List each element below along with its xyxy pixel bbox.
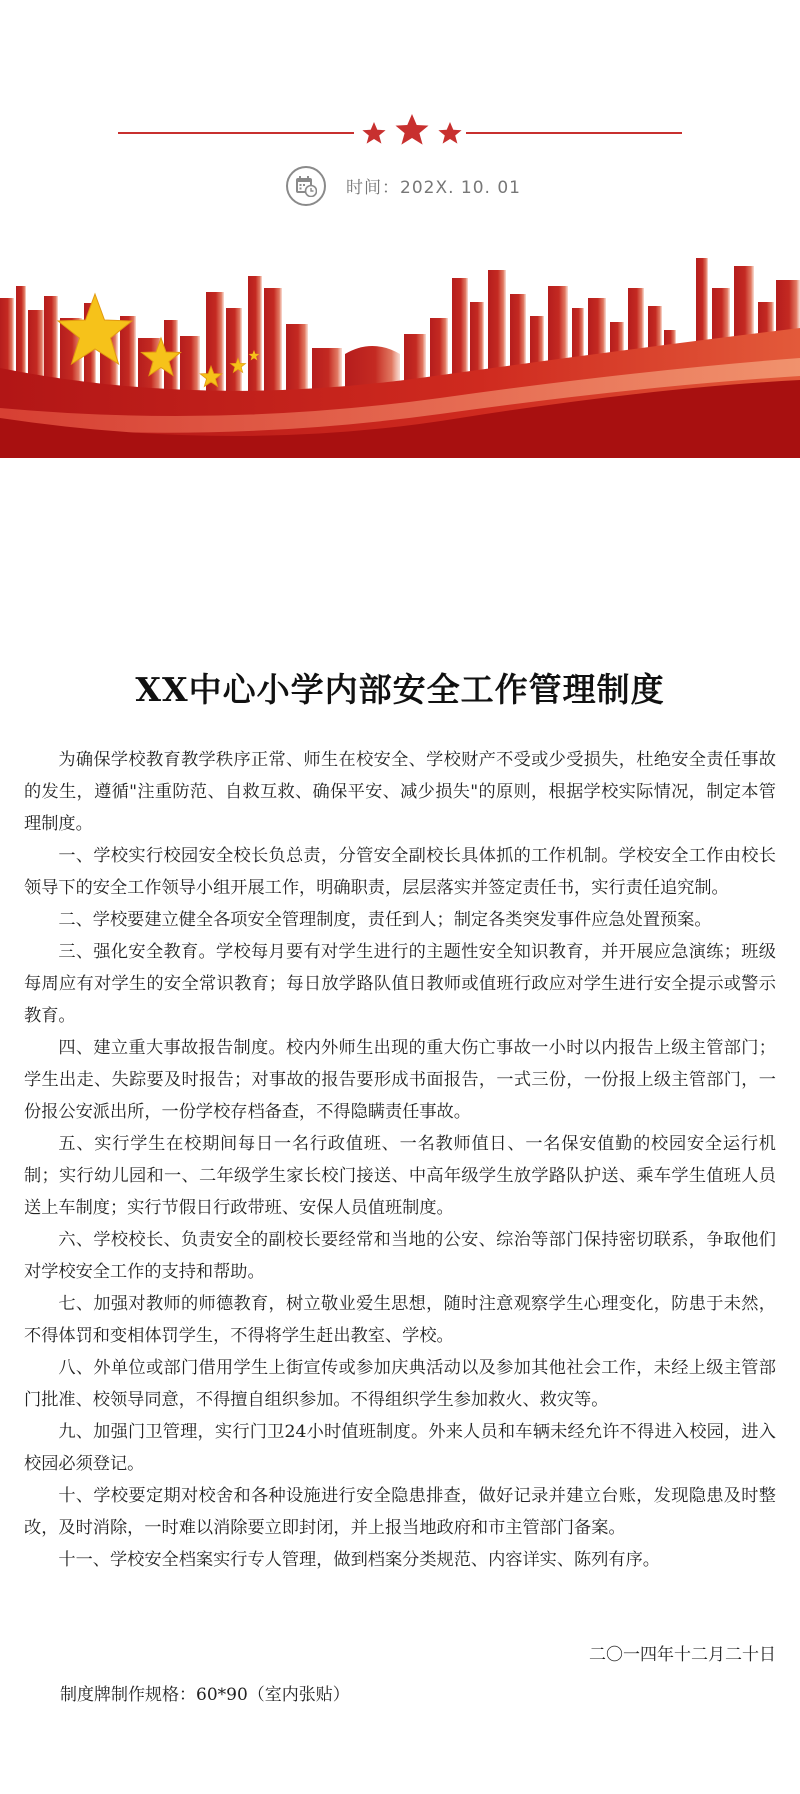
- star-icon: [438, 122, 461, 144]
- paragraph: 七、加强对教师的师德教育，树立敬业爱生思想，随时注意观察学生心理变化，防患于未然，不得体罚和变相体罚学生，不得将学生赶出教室、学校。: [24, 1294, 776, 1346]
- header-ornament: [118, 112, 682, 152]
- star-icon: [396, 114, 429, 145]
- paragraph: 二、学校要建立健全各项安全管理制度，责任到人；制定各类突发事件应急处置预案。: [58, 910, 712, 930]
- stars-group: [352, 112, 472, 152]
- document-body: [24, 744, 776, 1576]
- date-row: [0, 166, 800, 206]
- document-title: XX中心小学内部安全工作管理制度: [135, 670, 665, 709]
- paragraph: 九、加强门卫管理，实行门卫24小时值班制度。外来人员和车辆未经允许不得进入校园，进入校园必须登记。: [24, 1422, 776, 1474]
- star-icon: [362, 122, 385, 144]
- document-date: 二〇一四年十二月二十日: [589, 1645, 776, 1665]
- paragraph: 为确保学校教育教学秩序正常、师生在校安全、学校财产不受或少受损失，杜绝安全责任事故的发生，遵循"注重防范、自救互救、确保平安、减少损失"的原则，根据学校实际情况，制定本管理制度。: [24, 750, 776, 834]
- calendar-clock-icon: [286, 166, 326, 206]
- paragraph: 八、外单位或部门借用学生上街宣传或参加庆典活动以及参加其他社会工作，未经上级主管部门批准、校领导同意，不得擅自组织参加。不得组织学生参加救火、救灾等。: [24, 1358, 776, 1410]
- paragraph: 一、学校实行校园安全校长负总责，分管安全副校长具体抓的工作机制。学校安全工作由校长领导下的安全工作领导小组开展工作，明确职责，层层落实并签定责任书，实行责任追究制。: [24, 846, 776, 898]
- date-label: 时间：202X. 10. 01: [346, 178, 521, 198]
- paragraph: 六、学校校长、负责安全的副校长要经常和当地的公安、综治等部门保持密切联系，争取他们对学校安全工作的支持和帮助。: [24, 1230, 776, 1282]
- skyline-banner: [0, 258, 800, 458]
- paragraph: 四、建立重大事故报告制度。校内外师生出现的重大伤亡事故一小时以内报告上级主管部门；学生出走、失踪要及时报告；对事故的报告要形成书面报告，一式三份，一份报上级主管部门，一份报公安派出所，一份学校存档备查，不得隐瞒责任事故。: [24, 1038, 776, 1122]
- paragraph: 十、学校要定期对校舍和各种设施进行安全隐患排查，做好记录并建立台账，发现隐患及时整改，及时消除，一时难以消除要立即封闭，并上报当地政府和市主管部门备案。: [24, 1486, 776, 1538]
- ornament-line-right: [466, 132, 682, 134]
- document-spec: 制度牌制作规格：60*90（室内张贴）: [60, 1685, 350, 1705]
- paragraph: 三、强化安全教育。学校每月要有对学生进行的主题性安全知识教育，并开展应急演练；班级每周应有对学生的安全常识教育；每日放学路队值日教师或值班行政应对学生进行安全提示或警示教育。: [24, 942, 776, 1026]
- paragraph: 十一、学校安全档案实行专人管理，做到档案分类规范、内容详实、陈列有序。: [58, 1550, 660, 1570]
- ornament-line-left: [118, 132, 354, 134]
- paragraph: 五、实行学生在校期间每日一名行政值班、一名教师值日、一名保安值勤的校园安全运行机制；实行幼儿园和一、二年级学生家长校门接送、中高年级学生放学路队护送、乘车学生值班人员送上车制度；实行节假日行政带班、安保人员值班制度。: [24, 1134, 776, 1218]
